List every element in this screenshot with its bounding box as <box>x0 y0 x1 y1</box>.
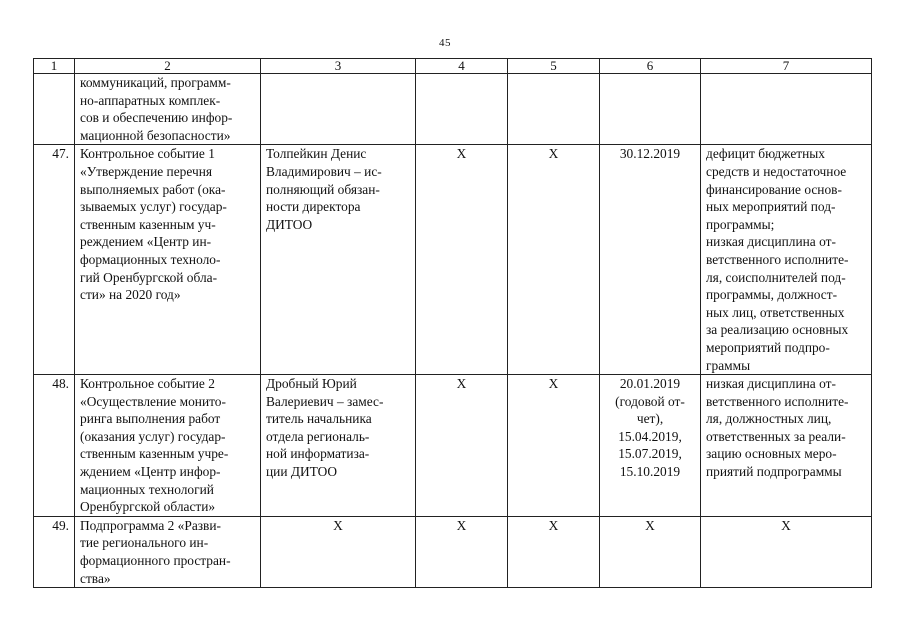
date-cell: 30.12.2019 <box>600 145 701 375</box>
col4-cell <box>416 74 508 145</box>
date-cell: X <box>600 516 701 587</box>
column-header-5: 5 <box>508 59 600 74</box>
risks-cell: низкая дисциплина от- ветственного исполните- ля, должностных лиц, ответственных за реали- зацию основных меро- приятий подпрограммы <box>701 375 872 517</box>
column-header-3: 3 <box>261 59 416 74</box>
risks-cell: X <box>701 516 872 587</box>
col4-cell: X <box>416 145 508 375</box>
col4-cell: X <box>416 375 508 517</box>
column-header-4: 4 <box>416 59 508 74</box>
col4-cell: X <box>416 516 508 587</box>
risks-cell <box>701 74 872 145</box>
event-cell: Подпрограмма 2 «Разви- тие регионального ин- формационного простран- ства» <box>75 516 261 587</box>
column-header-row <box>34 59 872 74</box>
responsible-cell: Толпейкин Денис Владимирович – ис- полняющий обязан- ности директора ДИТОО <box>261 145 416 375</box>
risks-cell: дефицит бюджетных средств и недостаточное финансирование основ- ных мероприятий под- программы; низкая дисциплина от- ветственного исполните- ля, соисполнителей под- программы, должност- ных лиц, ответственных за реализацию основных мероприятий подпро- граммы <box>701 145 872 375</box>
table-row <box>34 375 872 517</box>
row-number <box>34 74 75 145</box>
table-row <box>34 74 872 145</box>
col5-cell <box>508 74 600 145</box>
event-cell: Контрольное событие 2 «Осуществление монито- ринга выполнения работ (оказания услуг) государ- ственным казенным учре- ждением «Центр инфор- мационных технологий Оренбургской области» <box>75 375 261 517</box>
responsible-cell <box>261 74 416 145</box>
date-cell: 20.01.2019 (годовой от- чет), 15.04.2019, 15.07.2019, 15.10.2019 <box>600 375 701 517</box>
row-number: 47. <box>34 145 75 375</box>
table-row <box>34 145 872 375</box>
event-cell: Контрольное событие 1 «Утверждение перечня выполняемых работ (ока- зываемых услуг) государ- ственным казенным уч- реждением «Центр ин- формационных техноло- гий Оренбургской обла- сти» на 2020 год» <box>75 145 261 375</box>
plan-table <box>33 58 872 588</box>
responsible-cell: Дробный Юрий Валериевич – замес- титель начальника отдела региональ- ной информатиза- ции ДИТОО <box>261 375 416 517</box>
column-header-1: 1 <box>34 59 75 74</box>
col5-cell: X <box>508 516 600 587</box>
date-cell <box>600 74 701 145</box>
row-number: 48. <box>34 375 75 517</box>
table-row <box>34 516 872 587</box>
event-cell: коммуникаций, программ- но-аппаратных комплек- сов и обеспечению инфор- мационной безопасности» <box>75 74 261 145</box>
row-number: 49. <box>34 516 75 587</box>
page-number: 45 <box>439 37 451 49</box>
column-header-6: 6 <box>600 59 701 74</box>
column-header-7: 7 <box>701 59 872 74</box>
col5-cell: X <box>508 375 600 517</box>
column-header-2: 2 <box>75 59 261 74</box>
col5-cell: X <box>508 145 600 375</box>
responsible-cell: X <box>261 516 416 587</box>
